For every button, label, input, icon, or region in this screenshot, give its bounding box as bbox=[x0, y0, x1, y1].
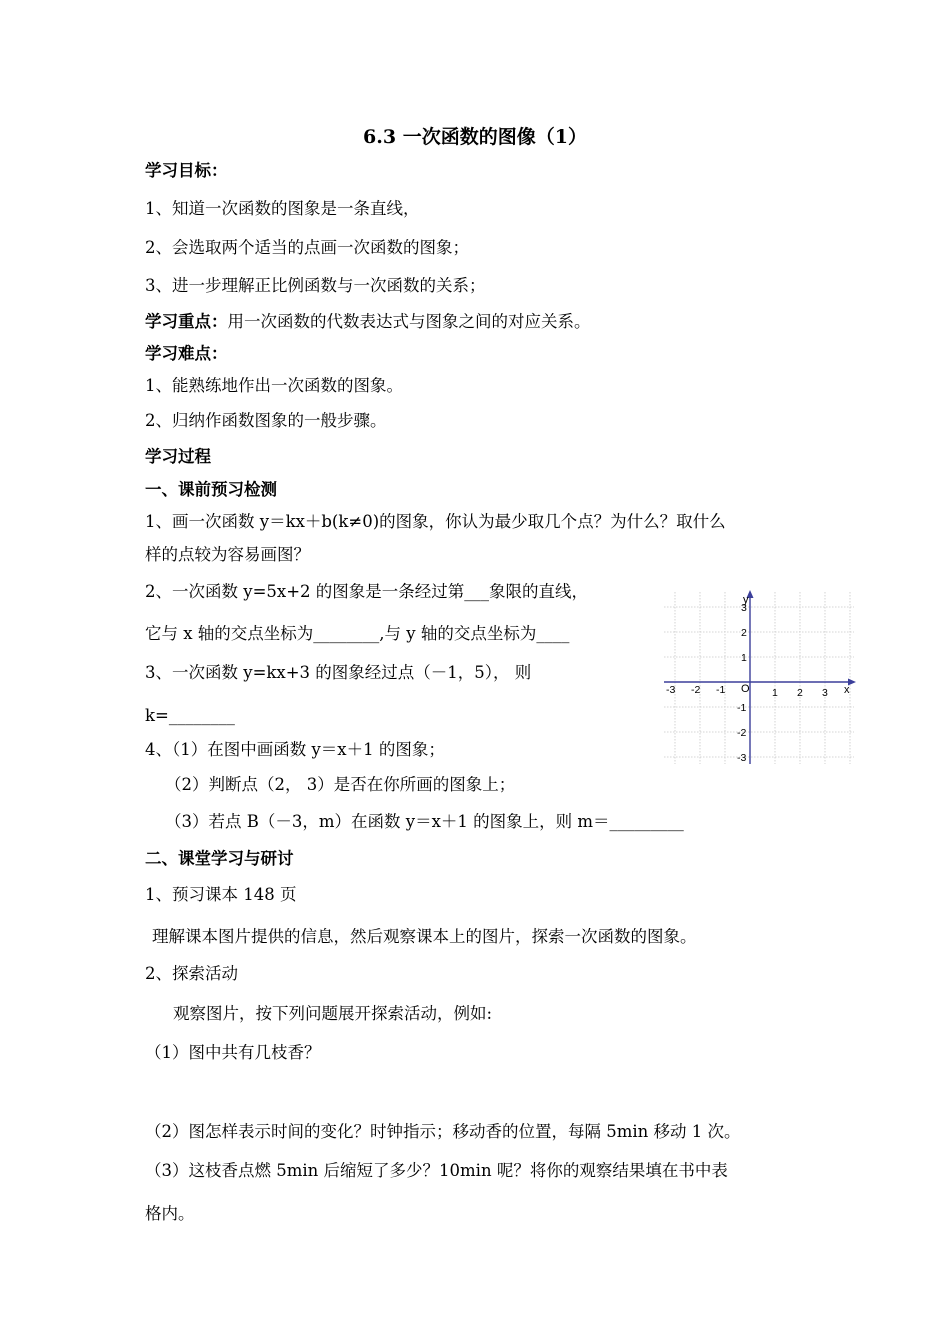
x-tick-label: -1 bbox=[716, 684, 726, 696]
question-4-line-1: 4、（1）在图中画函数 y＝x＋1 的图象； bbox=[145, 740, 445, 759]
difficulty-heading: 学习难点： bbox=[145, 344, 228, 363]
section2-item-2-description: 观察图片，按下列问题展开探索活动，例如: bbox=[173, 1004, 493, 1023]
objective-item-2: 2、会选取两个适当的点画一次函数的图象； bbox=[145, 238, 469, 257]
y-tick-label: -2 bbox=[737, 727, 747, 739]
question-1-line-1: 1、画一次函数 y＝kx＋b(k≠0)的图象，你认为最少取几个点？为什么？取什么 bbox=[145, 512, 726, 531]
x-tick-label: 2 bbox=[797, 687, 803, 699]
objective-item-1: 1、知道一次函数的图象是一条直线， bbox=[145, 199, 420, 218]
section1-heading: 一、课前预习检测 bbox=[145, 480, 277, 499]
objective-item-3: 3、进一步理解正比例函数与一次函数的关系； bbox=[145, 276, 486, 295]
y-axis-label: y bbox=[743, 594, 749, 606]
coordinate-grid bbox=[662, 588, 858, 766]
exploration-question-3-line-1: （3）这枝香点燃 5min 后缩短了多少？10min 呢？将你的观察结果填在书中表 bbox=[145, 1161, 728, 1180]
key-point-text: 用一次函数的代数表达式与图象之间的对应关系。 bbox=[227, 312, 591, 331]
difficulty-item-2: 2、归纳作函数图象的一般步骤。 bbox=[145, 411, 387, 430]
key-point-label: 学习重点： bbox=[145, 312, 228, 331]
x-axis-label: x bbox=[844, 684, 850, 696]
section2-heading: 二、课堂学习与研讨 bbox=[145, 849, 294, 868]
question-4-line-3: （3）若点 B（－3，m）在函数 y＝x＋1 的图象上，则 m＝_________ bbox=[165, 812, 684, 831]
x-tick-label: -2 bbox=[691, 684, 701, 696]
process-heading: 学习过程 bbox=[145, 447, 211, 466]
objectives-heading: 学习目标： bbox=[145, 161, 228, 180]
section2-item-1: 1、预习课本 148 页 bbox=[145, 885, 297, 904]
exploration-question-1: （1）图中共有几枝香？ bbox=[145, 1043, 321, 1062]
x-tick-label: 1 bbox=[772, 687, 778, 699]
question-2-line-2: 它与 x 轴的交点坐标为________,与 y 轴的交点坐标为____ bbox=[145, 624, 570, 643]
section2-item-2: 2、探索活动 bbox=[145, 964, 238, 983]
question-3-line-2: k=________ bbox=[145, 706, 235, 725]
origin-label: O bbox=[741, 683, 750, 695]
section2-item-1-description: 理解课本图片提供的信息，然后观察课本上的图片，探索一次函数的图象。 bbox=[152, 927, 697, 946]
difficulty-item-1: 1、能熟练地作出一次函数的图象。 bbox=[145, 376, 403, 395]
exploration-question-2: （2）图怎样表示时间的变化？时钟指示；移动香的位置，每隔 5min 移动 1 次。 bbox=[145, 1122, 741, 1141]
grid-lines bbox=[664, 592, 854, 764]
y-tick-label: -1 bbox=[737, 702, 747, 714]
x-tick-label: 3 bbox=[822, 687, 828, 699]
key-point bbox=[145, 314, 591, 331]
question-2-line-1: 2、一次函数 y=5x+2 的图象是一条经过第___象限的直线， bbox=[145, 582, 589, 601]
page-title: 6.3 一次函数的图像（1） bbox=[363, 126, 587, 148]
exploration-question-3-line-2: 格内。 bbox=[145, 1204, 195, 1223]
y-tick-label: 3 bbox=[741, 602, 747, 614]
question-4-line-2: （2）判断点（2， 3）是否在你所画的图象上； bbox=[165, 775, 516, 794]
x-tick-label: -3 bbox=[666, 684, 676, 696]
y-tick-label: -3 bbox=[737, 752, 747, 764]
question-3-line-1: 3、一次函数 y=kx+3 的图象经过点（－1，5）， 则 bbox=[145, 663, 532, 682]
y-tick-label: 2 bbox=[741, 627, 747, 639]
y-tick-label: 1 bbox=[741, 652, 747, 664]
question-1-line-2: 样的点较为容易画图？ bbox=[145, 545, 310, 564]
